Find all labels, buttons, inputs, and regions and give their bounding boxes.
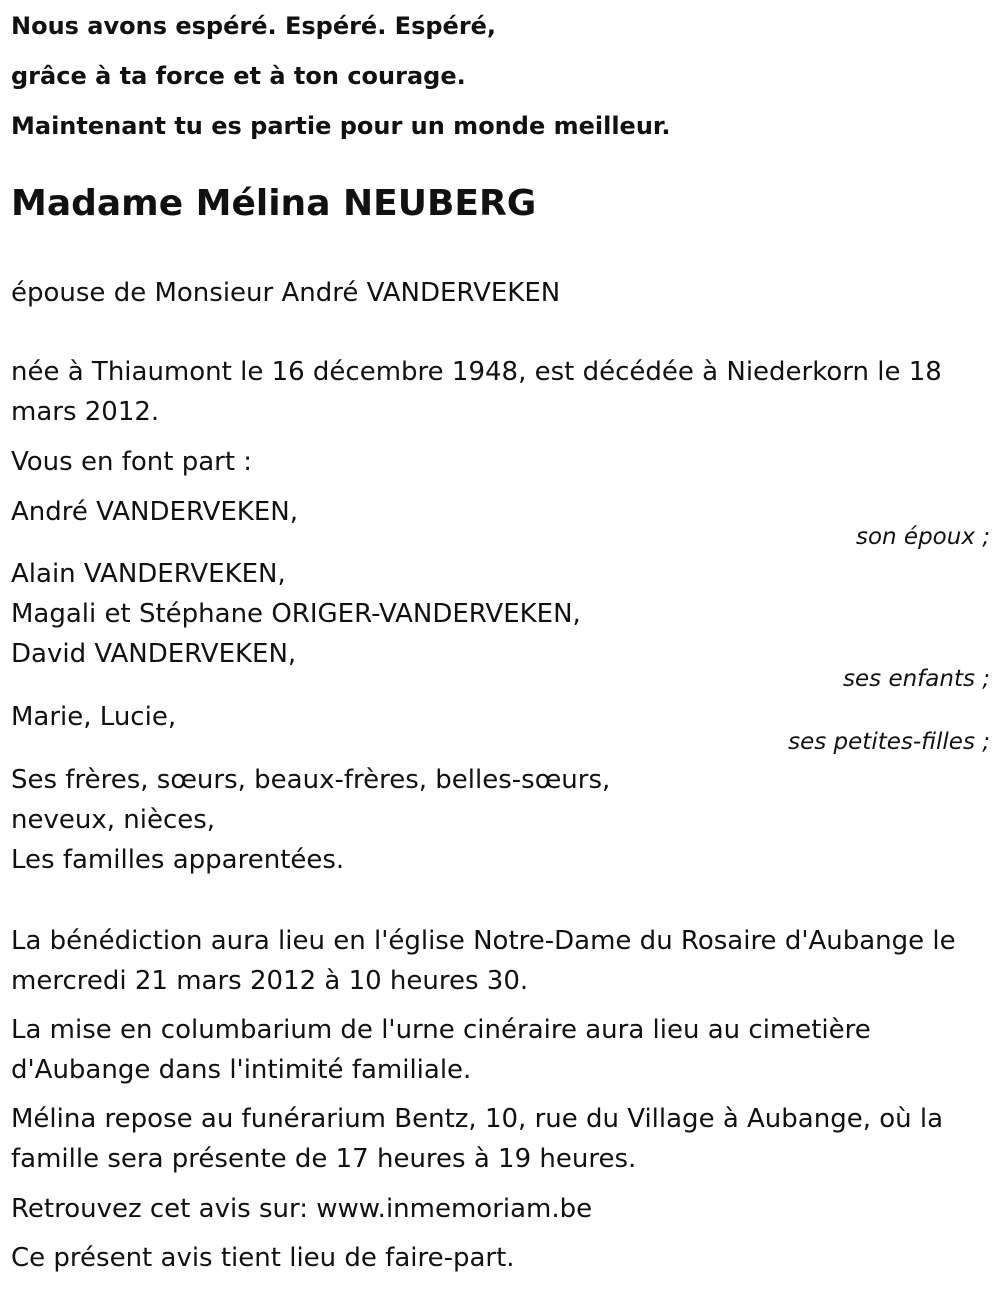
poem-line-3: Maintenant tu es partie pour un monde meilleur. [11, 112, 671, 140]
birth-death-paragraph: née à Thiaumont le 16 décembre 1948, est décédée à Niederkorn le 18 mars 2012. [11, 357, 942, 427]
extended-family-line: Ses frères, sœurs, beaux-frères, belles-sœurs, [11, 765, 611, 795]
relation-label-children: ses enfants ; [843, 666, 990, 692]
relation-label-spouse: son époux ; [855, 524, 990, 550]
family-member-name: David VANDERVEKEN, [11, 639, 297, 669]
poem-line-2: grâce à ta force et à ton courage. [11, 62, 466, 90]
relation-label-granddaughters: ses petites-filles ; [788, 729, 990, 755]
family-member-name: André VANDERVEKEN, [11, 497, 299, 527]
funerarium-paragraph: Mélina repose au funérarium Bentz, 10, rue du Village à Aubange, où la famille sera présente de 17 heures à 19 heures. [11, 1104, 944, 1174]
faire-part-notice: Ce présent avis tient lieu de faire-part. [11, 1243, 515, 1273]
extended-family-line: neveux, nièces, [11, 805, 216, 835]
extended-family-line: Les familles apparentées. [11, 845, 345, 875]
website-line: Retrouvez cet avis sur: www.inmemoriam.be [11, 1194, 593, 1224]
announcement-intro: Vous en font part : [11, 447, 253, 477]
family-member-name: Magali et Stéphane ORIGER-VANDERVEKEN, [11, 599, 581, 629]
family-member-name: Marie, Lucie, [11, 702, 177, 732]
family-member-name: Alain VANDERVEKEN, [11, 559, 286, 589]
spouse-line: épouse de Monsieur André VANDERVEKEN [11, 278, 561, 308]
blessing-paragraph: La bénédiction aura lieu en l'église Notre-Dame du Rosaire d'Aubange le mercredi 21 mars 2012 à 10 heures 30. [11, 926, 956, 996]
deceased-name: Madame Mélina NEUBERG [11, 183, 537, 224]
poem-line-1: Nous avons espéré. Espéré. Espéré, [11, 12, 497, 40]
columbarium-paragraph: La mise en columbarium de l'urne cinéraire aura lieu au cimetière d'Aubange dans l'intimité familiale. [11, 1015, 871, 1085]
